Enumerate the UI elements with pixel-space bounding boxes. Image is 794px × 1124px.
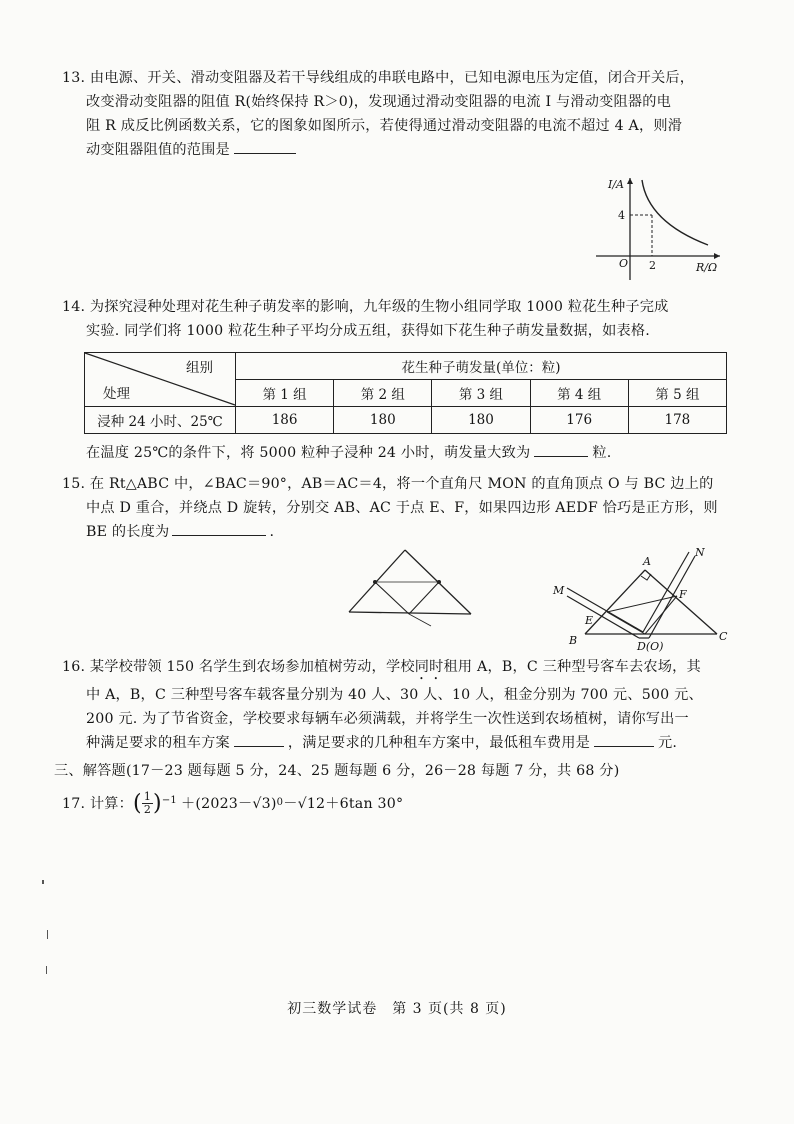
q14-follow-up: 在温度 25℃的条件下，将 5000 粒种子浸种 24 小时，萌发量大致为 粒. bbox=[62, 441, 734, 465]
q13-line-3: 阻 R 成反比例函数关系，它的图象如图所示，若使得通过滑动变阻器的电流不超过 4 A，则滑 bbox=[86, 118, 683, 134]
table-col-3: 第 3 组 bbox=[432, 380, 530, 407]
q16-plan-blank[interactable] bbox=[234, 732, 284, 747]
q15-line-1: 15. 在 Rt△ABC 中，∠BAC＝90°，AB＝AC＝4，将一个直角尺 MON 的直角顶点 O 与 BC 边上的 bbox=[62, 476, 714, 492]
q15-line-2: 中点 D 重合，并绕点 D 旋转，分别交 AB、AC 于点 E、F，如果四边形 AEDF 恰巧是正方形，则 bbox=[86, 500, 718, 516]
q15-line-3: BE 的长度为 bbox=[86, 524, 170, 540]
table-col-1: 第 1 组 bbox=[236, 380, 334, 407]
q14-after-text: 在温度 25℃的条件下，将 5000 粒种子浸种 24 小时，萌发量大致为 bbox=[86, 445, 531, 461]
germination-table bbox=[84, 352, 727, 434]
q13-x-axis-label: R/Ω bbox=[696, 261, 718, 274]
q13-answer-blank[interactable] bbox=[234, 139, 296, 154]
q17-prefix: 17. 计算： bbox=[62, 795, 134, 812]
q17-exponent-1: −1 bbox=[161, 795, 177, 806]
q15-sketch bbox=[345, 546, 485, 626]
q14-line-2: 实验. 同学们将 1000 粒花生种子平均分成五组，获得如下花生种子萌发量数据，如表格. bbox=[86, 323, 651, 339]
label-M: M bbox=[553, 584, 565, 597]
q15-figure bbox=[545, 548, 745, 658]
q16-line-4a: 种满足要求的租车方案 bbox=[86, 735, 230, 751]
q13-origin-label: O bbox=[619, 257, 629, 270]
corner-bottom-label: 处理 bbox=[103, 386, 130, 402]
q16-line-3: 200 元. 为了节省资金，学校要求每辆车必须满载，并将学生一次性送到农场植树，请你写出一 bbox=[86, 711, 689, 727]
q13-y-axis-label: I/A bbox=[608, 178, 624, 191]
q14-answer-blank[interactable] bbox=[534, 442, 588, 457]
table-cell: 186 bbox=[236, 407, 334, 434]
label-F: F bbox=[679, 588, 687, 601]
question-13 bbox=[62, 66, 734, 162]
q17-fraction: 1 2 bbox=[143, 790, 152, 816]
q13-inverse-graph bbox=[590, 170, 750, 290]
question-17: 17. 计算： ( 1 2 ) −1 ＋(2023－√3) 0 －√12＋6tan 30° bbox=[62, 790, 404, 816]
table-cell: 180 bbox=[432, 407, 530, 434]
q16-line-2: 中 A，B，C 三种型号客车载客量分别为 40 人、30 人、10 人，租金分别为 700 元、500 元、 bbox=[86, 687, 703, 703]
table-cell: 180 bbox=[334, 407, 432, 434]
label-C: C bbox=[719, 630, 728, 643]
page-footer: 初三数学试卷 第 3 页(共 8 页) bbox=[287, 1001, 507, 1017]
q17-part-2: ＋(2023－√3) bbox=[181, 795, 277, 812]
q14-line-1: 14. 为探究浸种处理对花生种子萌发率的影响，九年级的生物小组同学取 1000 粒花生种子完成 bbox=[62, 299, 669, 315]
table-group-header: 花生种子萌发量(单位：粒) bbox=[236, 353, 727, 380]
corner-top-label: 组别 bbox=[186, 360, 213, 376]
scan-speck bbox=[42, 880, 44, 884]
scan-speck bbox=[47, 930, 48, 939]
q16-line-1a: 16. 某学校带领 150 名学生到农场参加植树劳动，学校 bbox=[62, 659, 415, 675]
q16-emphasized-text: 同时 bbox=[414, 659, 444, 675]
table-corner-cell bbox=[85, 353, 236, 407]
question-14 bbox=[62, 295, 734, 343]
label-E: E bbox=[585, 614, 594, 627]
table-col-4: 第 4 组 bbox=[530, 380, 628, 407]
table-cell: 178 bbox=[628, 407, 726, 434]
table-col-5: 第 5 组 bbox=[628, 380, 726, 407]
q16-line-1b: 租用 A，B，C 三种型号客车去农场，其 bbox=[443, 659, 701, 675]
section-3-heading: 三、解答题(17－23 题每题 5 分，24、25 题每题 6 分，26－28 每题 7 分，共 68 分) bbox=[54, 763, 620, 779]
label-DO: D(O) bbox=[637, 640, 664, 653]
question-15: 15. 在 Rt△ABC 中，∠BAC＝90°，AB＝AC＝4，将一个直角尺 MON 的直角顶点 O 与 BC 边上的 中点 D 重合，并绕点 D 旋转，分别交 AB、AC 于点 E、F，如果四边形 AEDF 恰巧是正方形，则 BE 的长度为 . bbox=[62, 472, 734, 544]
table-col-2: 第 2 组 bbox=[334, 380, 432, 407]
q15-answer-blank[interactable] bbox=[172, 521, 266, 536]
table-row-label: 浸种 24 小时、25℃ bbox=[85, 407, 236, 434]
q16-line-4b: ，满足要求的几种租车方案中，最低租车费用是 bbox=[287, 735, 591, 751]
label-B: B bbox=[569, 634, 578, 647]
q13-x-tick: 2 bbox=[649, 259, 656, 272]
label-N: N bbox=[695, 546, 705, 559]
table-cell: 176 bbox=[530, 407, 628, 434]
question-16: 16. 某学校带领 150 名学生到农场参加植树劳动，学校同时租用 A，B，C 三种型号客车去农场，其 中 A，B，C 三种型号客车载客量分别为 40 人、30 人、10 人，租金分别为 700 元、500 元、 200 元. 为了节省资金，学校要求每辆车必须满载，并将学生一次性送到农场植树，请你写出一 种满足要求的租车方案 ，满足要求的几种租车方案中，最低租车费用是 元. bbox=[62, 655, 734, 755]
q17-part-3: －√12＋6tan 30° bbox=[283, 795, 404, 812]
q17-exponent-2: 0 bbox=[276, 797, 284, 808]
q13-line-4: 动变阻器阻值的范围是 bbox=[62, 138, 734, 162]
q13-line-1: 13. 由电源、开关、滑动变阻器及若干导线组成的串联电路中，已知电源电压为定值，闭合开关后， bbox=[62, 70, 695, 86]
q13-y-tick: 4 bbox=[618, 209, 625, 222]
q13-line-2: 改变滑动变阻器的阻值 R(始终保持 R＞0)，发现通过滑动变阻器的电流 I 与滑动变阻器的电 bbox=[86, 94, 672, 110]
label-A: A bbox=[643, 555, 651, 568]
scan-speck bbox=[46, 966, 47, 974]
q16-cost-blank[interactable] bbox=[594, 732, 654, 747]
